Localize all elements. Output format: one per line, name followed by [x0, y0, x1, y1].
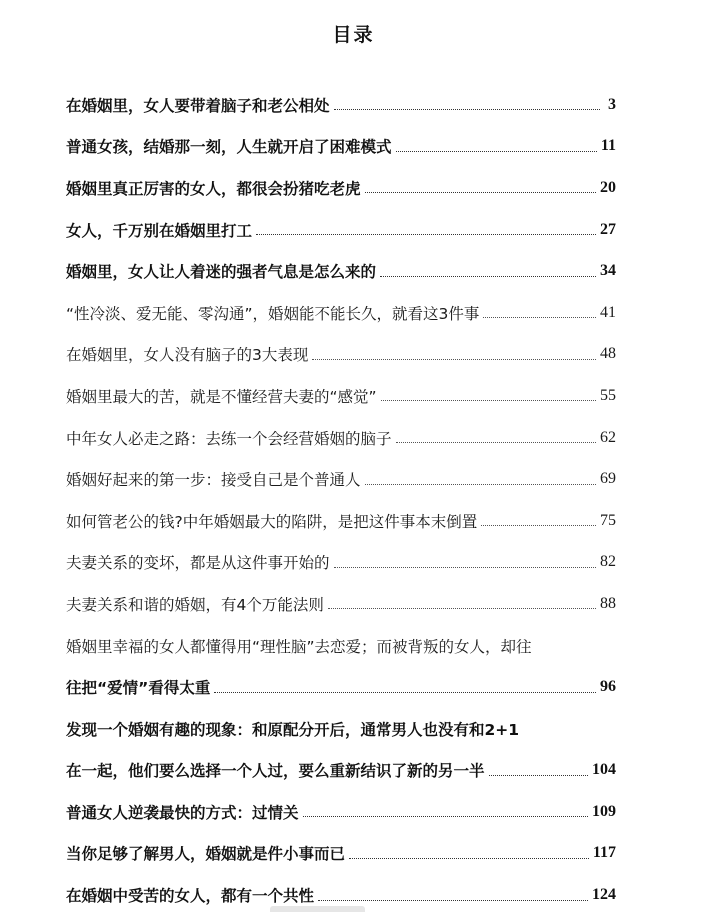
toc-entry-page-number: 11: [600, 137, 616, 155]
toc-entry-title: “性冷淡、爱无能、零沟通”，婚姻能不能长久，就看这3件事: [66, 304, 480, 323]
toc-entry[interactable]: [66, 417, 616, 459]
toc-entry-page-number: 109: [592, 802, 616, 820]
dot-leader: [396, 151, 597, 152]
toc-entry-title: 往把“爱情”看得太重: [66, 679, 211, 698]
toc-entry[interactable]: [66, 708, 616, 750]
toc-entry-page-number: 62: [600, 428, 616, 446]
toc-entry[interactable]: [66, 84, 616, 126]
dot-leader: [328, 608, 596, 609]
toc-entry[interactable]: [66, 167, 616, 209]
toc-entry-title: 女人，千万别在婚姻里打工: [66, 221, 253, 240]
dot-leader: [396, 442, 596, 443]
toc-entry-title: 普通女人逆袭最快的方式：过情关: [66, 803, 299, 822]
dot-leader: [365, 192, 596, 193]
toc-entry-page-number: 27: [600, 220, 616, 238]
dot-leader: [312, 359, 596, 360]
toc-entry[interactable]: [66, 542, 616, 584]
dot-leader: [256, 234, 596, 235]
toc-entry[interactable]: [66, 126, 616, 168]
toc-entry[interactable]: [66, 334, 616, 376]
toc-entry-title: 如何管老公的钱?中年婚姻最大的陷阱，是把这件事本末倒置: [66, 512, 478, 531]
toc-entry[interactable]: [66, 458, 616, 500]
toc-list: [66, 84, 616, 916]
toc-entry-page-number: 88: [600, 594, 616, 612]
toc-entry-title: 夫妻关系的变坏，都是从这件事开始的: [66, 554, 330, 573]
toc-entry[interactable]: [66, 375, 616, 417]
toc-entry-page-number: 20: [600, 178, 616, 196]
toc-entry-title: 普通女孩，结婚那一刻，人生就开启了困难模式: [66, 138, 392, 157]
page-title: 目录: [332, 24, 375, 46]
toc-entry-page-number: 75: [600, 511, 616, 529]
toc-entry-title: 婚姻里最大的苦，就是不懂经营夫妻的“感觉”: [66, 387, 377, 406]
toc-entry-page-number: 69: [600, 470, 616, 488]
toc-entry[interactable]: [66, 209, 616, 251]
toc-entry[interactable]: [66, 750, 616, 792]
scroll-indicator[interactable]: [270, 906, 365, 912]
toc-entry-title: 在一起，他们要么选择一个人过，要么重新结识了新的另一半: [66, 762, 485, 781]
toc-entry[interactable]: [66, 292, 616, 334]
toc-entry-page-number: 82: [600, 553, 616, 571]
toc-entry-title: 婚姻里真正厉害的女人，都很会扮猪吃老虎: [66, 179, 361, 198]
toc-entry-page-number: 3: [608, 95, 616, 113]
toc-entry-page-number: 41: [600, 303, 616, 321]
toc-entry-page-number: 96: [600, 678, 616, 696]
dot-leader: [334, 567, 596, 568]
toc-entry[interactable]: [66, 500, 616, 542]
dot-leader: [214, 692, 596, 693]
toc-entry[interactable]: [66, 666, 616, 708]
toc-entry-title: 当你足够了解男人，婚姻就是件小事而已: [66, 845, 346, 864]
dot-leader: [381, 400, 596, 401]
toc-entry-page-number: 117: [592, 844, 616, 862]
dot-leader: [334, 109, 600, 110]
toc-entry-title: 婚姻好起来的第一步：接受自己是个普通人: [66, 471, 361, 490]
toc-entry-title: 在婚姻里，女人没有脑子的3大表现: [66, 346, 309, 365]
dot-leader: [481, 525, 596, 526]
toc-entry-title: 夫妻关系和谐的婚姻，有4个万能法则: [66, 595, 324, 614]
dot-leader: [318, 900, 588, 901]
dot-leader: [380, 276, 596, 277]
dot-leader: [349, 858, 589, 859]
dot-leader: [489, 775, 588, 776]
dot-leader: [483, 317, 596, 318]
toc-entry-title: 发现一个婚姻有趣的现象：和原配分开后，通常男人也没有和2+1: [66, 720, 520, 739]
toc-entry-page-number: 104: [592, 761, 616, 779]
toc-entry-page-number: 34: [600, 262, 616, 280]
toc-entry-page-number: 124: [592, 886, 616, 904]
toc-entry-title: 婚姻里幸福的女人都懂得用“理性脑”去恋爱；而被背叛的女人，却往: [66, 637, 532, 656]
toc-entry[interactable]: [66, 625, 616, 667]
toc-entry[interactable]: [66, 791, 616, 833]
dot-leader: [303, 816, 588, 817]
toc-entry-title: 在婚姻里，女人要带着脑子和老公相处: [66, 96, 330, 115]
toc-entry-title: 在婚姻中受苦的女人，都有一个共性: [66, 887, 315, 906]
toc-entry-page-number: 55: [600, 386, 616, 404]
toc-entry-title: 中年女人必走之路：去练一个会经营婚姻的脑子: [66, 429, 392, 448]
toc-entry-page-number: 48: [600, 345, 616, 363]
toc-entry-title: 婚姻里，女人让人着迷的强者气息是怎么来的: [66, 263, 377, 282]
toc-entry[interactable]: [66, 250, 616, 292]
dot-leader: [365, 484, 596, 485]
toc-entry[interactable]: [66, 833, 616, 875]
toc-entry[interactable]: [66, 583, 616, 625]
